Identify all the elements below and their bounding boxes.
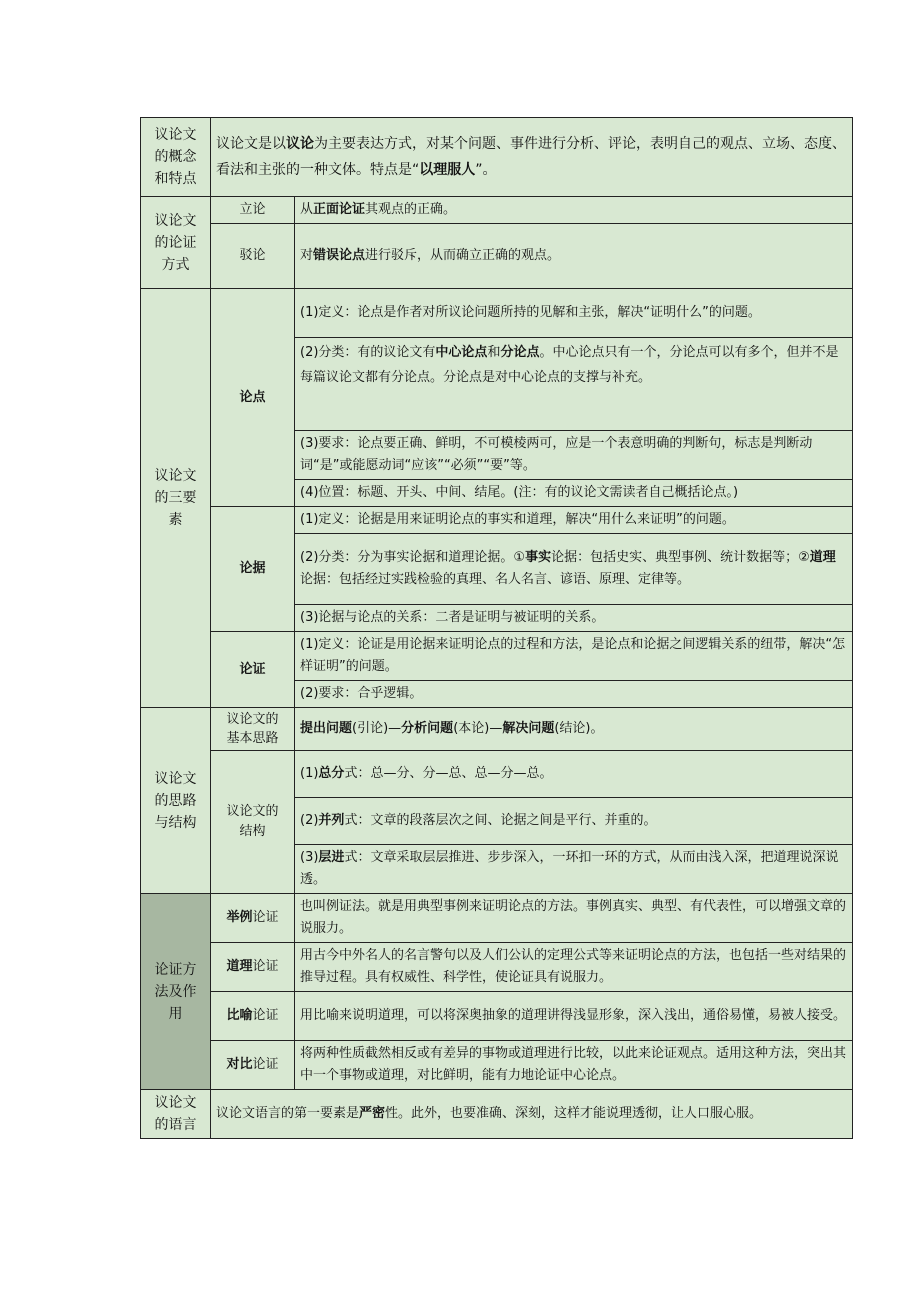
lundian-requirement: (3)要求：论点要正确、鲜明，不可模棱两可，应是一个表意明确的判断句，标志是判断动词“是”或能愿动词“应该”“必须”“要”等。 (295, 431, 853, 480)
knowledge-table-wrapper (140, 117, 852, 1139)
argument-method-name (211, 1041, 295, 1090)
argument-method-name (211, 943, 295, 992)
argument-method-desc: 也叫例证法。就是用典型事例来证明论点的方法。事例真实、典型、有代表性，可以增强文章的说服力。 (295, 894, 853, 943)
idea-name-cell (211, 708, 295, 751)
structure-title-cell (141, 708, 211, 894)
lunju-bold: 道理 (809, 550, 836, 565)
concept-row (141, 118, 853, 197)
method-bold: 错误论点 (313, 248, 366, 263)
argumentative-essay-table (140, 117, 853, 1139)
struct-text: 式：文章的段落层次之间、论据之间是平行、并重的。 (344, 813, 657, 828)
idea-text-part: (结论)。 (554, 721, 604, 736)
concept-title-line: 的概念 (154, 149, 197, 165)
argument-method-row (141, 943, 853, 992)
lundian-text: (2)分类：有的议论文有 (300, 345, 436, 360)
argument-method-suffix: 论证 (252, 959, 279, 974)
method-text: 进行驳斥，从而确立正确的观点。 (365, 248, 561, 263)
argument-method-bold: 道理 (226, 959, 253, 974)
concept-text: ”。 (475, 162, 497, 178)
struct-text: 式：总—分、分—总、总—分—总。 (344, 766, 553, 781)
language-text: 议论文语言的第一要素是 (216, 1106, 360, 1121)
language-row (141, 1090, 853, 1139)
argument-method-suffix: 论证 (252, 1057, 279, 1072)
elements-title-line: 的三要 (154, 490, 197, 506)
argument-methods-title-cell (141, 894, 211, 1090)
argument-method-row (141, 1041, 853, 1090)
argument-method-name (211, 992, 295, 1041)
idea-name-line: 议论文的 (226, 712, 279, 727)
struct-text: (2) (300, 813, 319, 828)
method-desc (295, 197, 853, 224)
idea-text (295, 708, 853, 751)
argument-methods-title-line: 用 (168, 1005, 183, 1022)
structure-row (141, 708, 853, 751)
concept-text: 为主要表达方式，对某个问题、事件进行分析、评论，表明自己的观点、立场、态度、看法和主张的一种文体。特点是“ (216, 136, 846, 178)
lundian-text: 和 (487, 345, 501, 360)
language-title-cell (141, 1090, 211, 1139)
argument-method-bold: 对比 (226, 1057, 253, 1072)
struct-name-cell (211, 751, 295, 894)
argument-method-bold: 比喻 (226, 1008, 253, 1023)
methods-title-line: 议论文 (154, 212, 197, 229)
struct-text: (1) (300, 766, 319, 781)
methods-title-line: 的论证 (154, 234, 197, 251)
lunju-name: 论据 (211, 507, 295, 632)
lunju-bold: 事实 (525, 550, 552, 565)
structure-title-line: 议论文 (154, 770, 197, 787)
lundian-bold: 分论点 (500, 345, 540, 360)
language-title-line: 的语言 (154, 1117, 197, 1133)
idea-name-line: 基本思路 (226, 731, 279, 746)
structure-row (141, 751, 853, 798)
lundian-bold: 中心论点 (435, 345, 488, 360)
lundian-classification (295, 338, 853, 431)
argument-method-row (141, 992, 853, 1041)
argument-method-row (141, 894, 853, 943)
element-row (141, 289, 853, 338)
lundian-name: 论点 (211, 289, 295, 507)
struct-text: 式：文章采取层层推进、步步深入，一环扣一环的方式，从而由浅入深，把道理说深说透。 (300, 850, 839, 887)
elements-title-cell (141, 289, 211, 708)
argument-method-desc: 用比喻来说明道理，可以将深奥抽象的道理讲得浅显形象，深入浅出，通俗易懂，易被人接受。 (295, 992, 853, 1041)
concept-bold: 议论 (286, 136, 314, 152)
method-name: 立论 (211, 197, 295, 224)
idea-bold: 提出问题 (300, 721, 353, 736)
method-text: 其观点的正确。 (365, 202, 457, 217)
argument-method-desc: 用古今中外名人的名言警句以及人们公认的定理公式等来证明论点的方法，也包括一些对结果的推导过程。具有权威性、科学性，使论证具有说服力。 (295, 943, 853, 992)
method-row (141, 224, 853, 289)
concept-bold: 以理服人 (419, 162, 476, 178)
concept-title-cell (141, 118, 211, 197)
lundian-position: (4)位置：标题、开头、中间、结尾。(注：有的议论文需读者自己概括论点。) (295, 480, 853, 507)
lunzheng-definition: (1)定义：论证是用论据来证明论点的过程和方法，是论点和论据之间逻辑关系的纽带，解决“怎样证明”的问题。 (295, 632, 853, 681)
struct-bold: 层进 (318, 850, 345, 865)
idea-bold: 分析问题 (401, 721, 454, 736)
element-row (141, 632, 853, 681)
method-row (141, 197, 853, 224)
method-text: 对 (300, 248, 314, 263)
methods-title-cell (141, 197, 211, 289)
concept-title-line: 和特点 (154, 171, 197, 187)
struct-item (295, 751, 853, 798)
lunju-text: 论据：包括经过实践检验的真理、名人名言、谚语、原理、定律等。 (300, 572, 691, 587)
structure-title-line: 的思路 (154, 792, 197, 809)
idea-bold: 解决问题 (502, 721, 555, 736)
lundian-definition: (1)定义：论点是作者对所议论问题所持的见解和主张，解决“证明什么”的问题。 (295, 289, 853, 338)
idea-text-part: (引论)— (352, 721, 402, 736)
lunju-text: (2)分类：分为事实论据和道理论据。① (300, 550, 526, 565)
lundian-text: 。中心论点只有一个，分论点可以有多个，但并不是每篇议论文都有分论点。分论点是对中心论点的支撑与补充。 (300, 345, 839, 385)
lunzheng-name: 论证 (211, 632, 295, 708)
struct-name-line: 结构 (239, 824, 266, 839)
lunju-definition: (1)定义：论据是用来证明论点的事实和道理，解决“用什么来证明”的问题。 (295, 507, 853, 534)
concept-text: 议论文是以 (216, 136, 286, 152)
struct-text: (3) (300, 850, 319, 865)
idea-text-part: (本论)— (453, 721, 503, 736)
method-bold: 正面论证 (313, 202, 366, 217)
lunju-relation: (3)论据与论点的关系：二者是证明与被证明的关系。 (295, 605, 853, 632)
structure-title-line: 与结构 (154, 814, 197, 831)
language-text: 性。此外，也要准确、深刻，这样才能说理透彻，让人口服心服。 (385, 1106, 763, 1121)
elements-title-line: 素 (168, 512, 183, 528)
concept-text-cell (211, 118, 853, 197)
method-name: 驳论 (211, 224, 295, 289)
argument-method-bold: 举例 (226, 910, 253, 925)
struct-bold: 总分 (318, 766, 345, 781)
argument-methods-title-line: 法及作 (154, 983, 197, 1000)
method-desc (295, 224, 853, 289)
method-text: 从 (300, 202, 314, 217)
lunju-text: 论据：包括史实、典型事例、统计数据等；② (551, 550, 810, 565)
struct-item (295, 845, 853, 894)
language-text-cell (211, 1090, 853, 1139)
struct-name-line: 议论文的 (226, 804, 279, 819)
argument-method-suffix: 论证 (252, 1008, 279, 1023)
struct-item (295, 798, 853, 845)
language-title-line: 议论文 (154, 1095, 197, 1111)
struct-bold: 并列 (318, 813, 345, 828)
elements-title-line: 议论文 (154, 468, 197, 484)
lunju-classification (295, 534, 853, 605)
argument-method-desc: 将两种性质截然相反或有差异的事物或道理进行比较，以此来论证观点。适用这种方法，突出其中一个事物或道理，对比鲜明，能有力地论证中心论点。 (295, 1041, 853, 1090)
concept-title-line: 议论文 (154, 127, 197, 143)
argument-method-name (211, 894, 295, 943)
element-row (141, 507, 853, 534)
language-bold: 严密 (359, 1106, 386, 1121)
argument-methods-title-line: 论证方 (154, 961, 197, 978)
argument-method-suffix: 论证 (252, 910, 279, 925)
methods-title-line: 方式 (161, 256, 190, 273)
lunzheng-requirement: (2)要求：合乎逻辑。 (295, 681, 853, 708)
